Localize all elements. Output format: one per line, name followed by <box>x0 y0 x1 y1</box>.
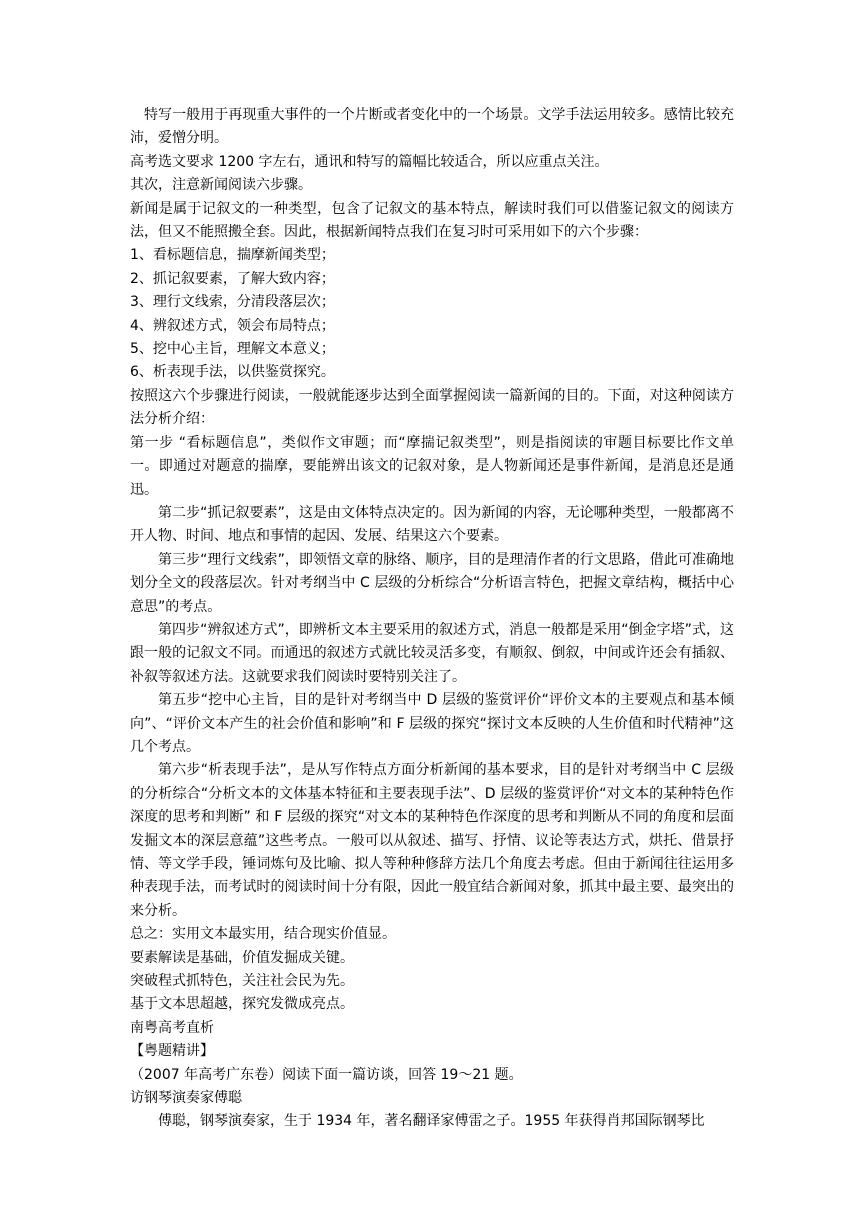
list-item-step-2: 2、抓记叙要素，了解大致内容； <box>130 270 335 287</box>
article-first-paragraph: 傅聪，钢琴演奏家，生于 1934 年，著名翻译家傅雷之子。1955 年获得肖邦国际钢琴比 <box>158 1113 705 1130</box>
subsection-heading: 【粤题精讲】 <box>130 1043 214 1060</box>
paragraph-step-three: 第三步“理行文线索”，即领悟文章的脉络、顺序，目的是理清作者的行文思路，借此可准确地划分全文的段落层次。针对考纲当中 C 层级的分析综合“分析语言特色，把握文章结构，概括中心意思”的考点。 <box>130 551 734 615</box>
paragraph-length-requirement: 高考选文要求 1200 字左右，通讯和特写的篇幅比较适合，所以应重点关注。 <box>130 153 609 170</box>
exam-question-intro: （2007 年高考广东卷）阅读下面一篇访谈，回答 19～21 题。 <box>130 1066 523 1083</box>
paragraph-step-one: 第一步 “看标题信息”，类似作文审题；而“摩揣记叙类型”，则是指阅读的审题目标要比作文单一。即通过对题意的揣摩，要能辨出该文的记叙对象，是人物新闻还是事件新闻，是消息还是通迅。 <box>130 434 734 498</box>
list-item-step-1: 1、看标题信息，揣摩新闻类型； <box>130 247 335 264</box>
paragraph-step-six: 第六步“析表现手法”，是从写作特点方面分析新闻的基本要求，目的是针对考纲当中 C 层级的分析综合“分析文本的文体基本特征和主要表现手法”、D 层级的鉴赏评价“对文本的某种特色作深度的思考和判断” 和 F 层级的探究“对文本的某种特色作深度的思考和判断从不同的角度和层面发掘文本的深层意蕴”这些考点。一般可以从叙述、描写、抒情、议论等表达方式，烘托、借景抒情、等文学手段，锤词炼句及比喻、拟人等种种修辞方法几个角度去考虑。但由于新闻往往运用多种表现手法，而考试时的阅读时间十分有限，因此一般宜结合新闻对象，抓其中最主要、最突出的来分析。 <box>130 762 734 919</box>
list-item-step-3: 3、理行文线索，分清段落层次； <box>130 294 335 311</box>
list-item-step-4: 4、辨叙述方式，领会布局特点； <box>130 317 335 334</box>
paragraph-summary: 总之：实用文本最实用，结合现实价值显。 <box>130 926 396 943</box>
paragraph-summary-line-3: 突破程式抓特色，关注社会民为先。 <box>130 973 354 990</box>
document-page <box>130 104 734 1134</box>
paragraph-feature-writing: 特写一般用于再现重大事件的一个片断或者变化中的一个场景。文学手法运用较多。感情比较充沛，爱憎分明。 <box>130 107 734 147</box>
article-title: 访钢琴演奏家傅聪 <box>130 1090 242 1107</box>
section-heading: 南粤高考直析 <box>130 1019 214 1036</box>
paragraph-method-intro: 按照这六个步骤进行阅读，一般就能逐步达到全面掌握阅读一篇新闻的目的。下面，对这种阅读方法分析介绍： <box>130 387 734 428</box>
paragraph-news-type: 新闻是属于记叙文的一种类型，包含了记叙文的基本特点，解读时我们可以借鉴记叙文的阅读方法，但又不能照搬全套。因此，根据新闻特点我们在复习时可采用如下的六个步骤： <box>130 200 734 241</box>
paragraph-summary-line-2: 要素解读是基础，价值发掘成关键。 <box>130 949 354 966</box>
paragraph-step-two: 第二步“抓记叙要素”，这是由文体特点决定的。因为新闻的内容，无论哪种类型，一般都离不开人物、时间、地点和事情的起因、发展、结果这六个要素。 <box>130 504 734 545</box>
paragraph-step-four: 第四步“辨叙述方式”，即辨析文本主要采用的叙述方式，消息一般都是采用“倒金字塔”式，这跟一般的记叙文不同。而通迅的叙述方式就比较灵活多变，有顺叙、倒叙，中间或许还会有插叙、补叙等叙述方法。这就要求我们阅读时要特别关注了。 <box>130 621 734 685</box>
list-item-step-5: 5、挖中心主旨，理解文本意义； <box>130 341 335 358</box>
list-item-step-6: 6、析表现手法，以供鉴赏探究。 <box>130 364 335 381</box>
paragraph-six-steps-intro: 其次，注意新闻阅读六步骤。 <box>130 177 312 194</box>
paragraph-summary-line-4: 基于文本思超越，探究发微成亮点。 <box>130 996 354 1013</box>
paragraph-step-five: 第五步“挖中心主旨，目的是针对考纲当中 D 层级的鉴赏评价“评价文本的主要观点和基本倾向”、“评价文本产生的社会价值和影响”和 F 层级的探究“探讨文本反映的人生价值和时代精神”这几个考点。 <box>130 692 734 755</box>
